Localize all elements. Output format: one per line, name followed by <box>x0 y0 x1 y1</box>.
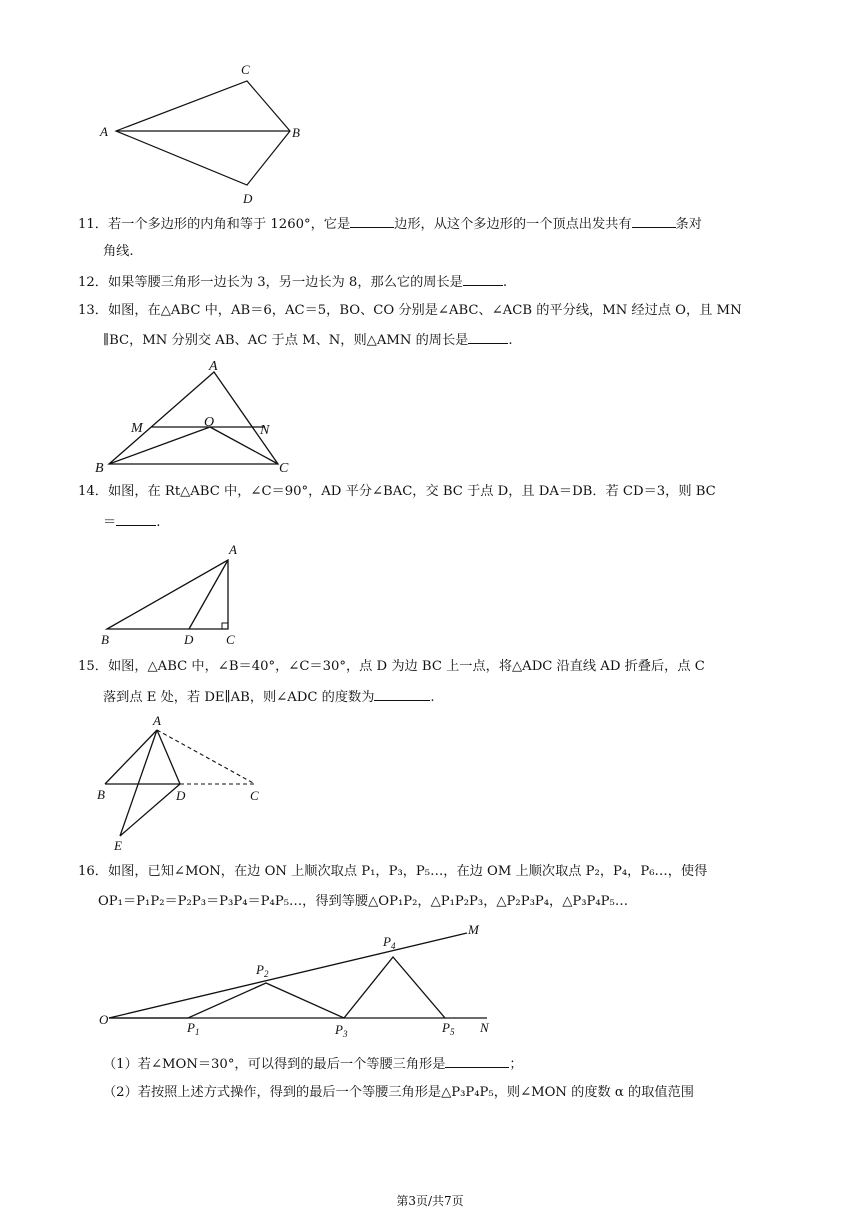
figure-folded-triangle <box>92 710 272 860</box>
label-b: B <box>101 632 109 647</box>
question-13-line-2 <box>103 330 513 351</box>
label-p2: $P_2$ <box>256 962 269 979</box>
question-13-text-1: 如图，在△ABC 中，AB＝6，AC＝5，BO、CO 分别是∠ABC、∠ACB 的平分线，MN 经过点 O，且 MN <box>107 303 742 318</box>
question-16-sub-1-text-b: ； <box>509 1057 523 1072</box>
label-c: C <box>250 788 259 803</box>
figure-right-triangle-abc <box>95 540 255 648</box>
label-a: A <box>229 542 237 557</box>
question-13-text-2a: ∥BC，MN 分别交 AB、AC 于点 M、N，则△AMN 的周长是 <box>103 333 469 348</box>
question-16-sub-1-text-a: （1）若∠MON＝30°，可以得到的最后一个等腰三角形是 <box>103 1057 446 1072</box>
question-12-text-b: . <box>502 275 508 290</box>
question-11-text-b: 边形，从这个多边形的一个顶点出发共有 <box>394 217 632 232</box>
question-11-text-d: 角线. <box>103 244 134 259</box>
question-14-number: 14． <box>78 484 108 499</box>
question-11-text-c: 条对 <box>675 217 702 232</box>
question-13-number: 13． <box>78 303 108 318</box>
figure-triangle-abc-mn <box>95 356 305 474</box>
label-b: B <box>97 787 105 802</box>
label-e: E <box>114 838 122 853</box>
question-13-line-1 <box>78 301 742 321</box>
label-m: M <box>468 922 479 937</box>
label-a: A <box>100 124 108 139</box>
answer-blank-13[interactable] <box>468 330 508 344</box>
label-p5: $P_5$ <box>442 1020 455 1037</box>
label-p3: $P_3$ <box>335 1022 348 1039</box>
answer-blank-16-1[interactable] <box>445 1054 509 1068</box>
question-12-text-a: 如果等腰三角形一边长为 3，另一边长为 8，那么它的周长是 <box>107 275 463 290</box>
label-b: B <box>95 461 104 474</box>
question-15-text-2a: 落到点 E 处，若 DE∥AB，则∠ADC 的度数为 <box>103 690 375 705</box>
answer-blank-11b[interactable] <box>632 214 676 228</box>
question-14-text-2b: . <box>156 515 161 530</box>
label-c: C <box>226 632 235 647</box>
question-14-text-2a: ＝ <box>103 515 117 530</box>
answer-blank-12[interactable] <box>463 272 503 286</box>
question-14-text-1: 如图，在 Rt△ABC 中，∠C＝90°，AD 平分∠BAC，交 BC 于点 D，且 DA＝DB．若 CD＝3，则 BC <box>107 484 716 499</box>
label-a: A <box>153 713 161 728</box>
label-p1: $P_1$ <box>187 1020 200 1037</box>
label-c: C <box>241 62 250 77</box>
label-a: A <box>209 359 218 374</box>
label-c: C <box>279 461 289 474</box>
label-b: B <box>292 125 300 140</box>
question-15-text-2b: . <box>430 690 435 705</box>
question-11-line-2 <box>103 242 134 262</box>
question-16-sub-2-text: （2）若按照上述方式操作，得到的最后一个等腰三角形是△P₃P₄P₅，则∠MON 的度数 α 的取值范围 <box>103 1085 694 1100</box>
question-14-line-1 <box>78 482 716 502</box>
label-n: N <box>480 1020 489 1035</box>
answer-blank-14[interactable] <box>116 512 156 526</box>
label-o: O <box>204 415 215 430</box>
label-o: O <box>99 1012 109 1027</box>
question-11-number: 11． <box>78 217 108 232</box>
question-16-line-2 <box>98 892 628 912</box>
question-12-line-1 <box>78 272 507 293</box>
figure-angle-mon <box>95 920 495 1040</box>
question-13-text-2b: . <box>508 333 513 348</box>
label-d: D <box>176 788 186 803</box>
figure-kite-acbd <box>95 60 310 208</box>
question-15-line-2 <box>103 687 435 708</box>
answer-blank-11a[interactable] <box>350 214 394 228</box>
question-15-line-1 <box>78 657 705 677</box>
question-16-number: 16． <box>78 864 108 879</box>
answer-blank-15[interactable] <box>374 687 430 701</box>
label-m: M <box>131 421 143 436</box>
label-d: D <box>184 632 194 647</box>
label-n: N <box>260 423 270 438</box>
page-footer: 第3页/共7页 <box>396 1194 464 1208</box>
question-16-sub-1 <box>103 1054 523 1075</box>
question-15-number: 15． <box>78 659 108 674</box>
label-d: D <box>243 191 253 206</box>
label-p4: $P_4$ <box>383 934 396 951</box>
question-15-text-1: 如图，△ABC 中，∠B＝40°，∠C＝30°，点 D 为边 BC 上一点，将△ADC 沿直线 AD 折叠后，点 C <box>107 659 705 674</box>
question-11-line-1 <box>78 214 702 235</box>
question-11-text-a: 若一个多边形的内角和等于 1260°，它是 <box>107 217 351 232</box>
question-16-text-1: 如图，已知∠MON，在边 ON 上顺次取点 P₁，P₃，P₅…，在边 OM 上顺次取点 P₂，P₄，P₆…，使得 <box>107 864 708 879</box>
question-16-sub-2 <box>103 1083 694 1103</box>
question-12-number: 12． <box>78 275 108 290</box>
question-16-text-2: OP₁＝P₁P₂＝P₂P₃＝P₃P₄＝P₄P₅…，得到等腰△OP₁P₂，△P₁P₂P₃，△P₂P₃P₄，△P₃P₄P₅… <box>98 894 629 909</box>
question-16-line-1 <box>78 862 707 882</box>
question-14-line-2 <box>103 512 160 533</box>
